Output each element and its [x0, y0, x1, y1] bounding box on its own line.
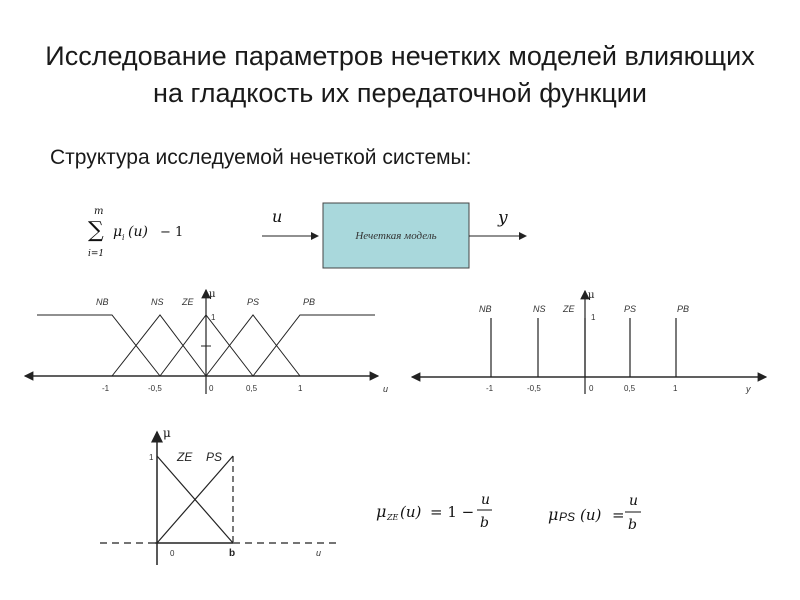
page-title: Исследование параметров нечетких моделей влияющих на гладкость их передаточной функции [45, 41, 755, 108]
formula-ps-eq: = [612, 506, 625, 524]
formula-ze-eq: = 1 − [430, 503, 475, 521]
sum-lower-limit: i=1 [88, 249, 105, 259]
chart-input-membership [25, 289, 388, 394]
mf-ns [112, 315, 206, 376]
chart1-term-pb: PB [303, 297, 316, 307]
sum-upper-limit: m [94, 206, 104, 217]
chart1-term-nb: NB [96, 297, 109, 307]
formula-ps-mu: μ [548, 505, 559, 524]
formula-ze-sub: ZE [387, 513, 399, 522]
sum-formula [88, 206, 183, 259]
chart2-term-ze: ZE [563, 304, 575, 314]
mf-pb [253, 315, 375, 376]
chart3-b-label: b [229, 548, 236, 559]
chart1-term-ze: ZE [182, 297, 194, 307]
mf-ps [206, 315, 300, 376]
formula-ze-mu: μ [376, 502, 387, 521]
formula-ze-arg: (u) [400, 503, 422, 521]
formula-ps-sub: PS [559, 510, 576, 524]
chart3-mu-label: μ [163, 426, 171, 440]
fuzzy-model-label: Нечеткая модель [355, 230, 437, 242]
chart2-tick-neg05: -0,5 [527, 384, 541, 393]
sum-argument: (u) [128, 224, 148, 240]
chart1-tick-05: 0,5 [246, 384, 258, 393]
chart3-ze-label: ZE [177, 450, 193, 464]
chart3-axis-var: u [316, 548, 322, 558]
chart1-term-ps: PS [247, 297, 260, 307]
chart3-zero-label: 0 [170, 549, 175, 558]
chart2-tick-1: 1 [673, 384, 678, 393]
formula-ps-arg: (u) [580, 506, 602, 524]
chart-output-singletons [412, 290, 766, 394]
formula-ps-num: u [629, 493, 639, 509]
chart2-term-ps: PS [624, 304, 637, 314]
chart1-term-ns: NS [151, 297, 164, 307]
output-label: y [498, 208, 508, 228]
chart1-tick-0: 0 [209, 384, 214, 393]
chart2-term-pb: PB [677, 304, 690, 314]
chart2-term-nb: NB [479, 304, 492, 314]
chart1-tick-neg05: -0,5 [148, 384, 162, 393]
page-subtitle: Структура исследуемой нечеткой системы: [50, 146, 472, 169]
chart2-tick-0: 0 [589, 384, 594, 393]
chart1-one-label: 1 [211, 313, 216, 322]
chart1-mu-label: μ [209, 289, 216, 300]
chart2-one-label: 1 [591, 313, 596, 322]
mf-nb [37, 315, 160, 376]
formula-ps [548, 493, 641, 533]
sum-mu: μ [113, 224, 123, 240]
formula-ze-num: u [481, 492, 491, 508]
formula-ze-den: b [480, 515, 489, 531]
chart1-axis-var: u [383, 384, 389, 394]
sum-tail: − 1 [160, 225, 184, 240]
chart2-tick-05: 0,5 [624, 384, 636, 393]
chart1-tick-1: 1 [298, 384, 303, 393]
chart2-mu-label: μ [588, 290, 595, 301]
block-diagram [262, 203, 526, 268]
chart2-axis-var: y [746, 384, 751, 394]
chart3-one-label: 1 [149, 453, 154, 462]
chart2-term-ns: NS [533, 304, 546, 314]
input-label: u [272, 207, 283, 226]
chart1-tick-neg1: -1 [102, 384, 110, 393]
formula-ps-den: b [628, 517, 637, 533]
sum-mu-subscript: i [122, 233, 125, 242]
chart-ze-ps-detail [100, 426, 340, 565]
sum-sign: ∑ [88, 218, 104, 243]
chart2-tick-neg1: -1 [486, 384, 494, 393]
chart3-ps-label: PS [206, 450, 223, 464]
formula-ze [376, 492, 492, 531]
